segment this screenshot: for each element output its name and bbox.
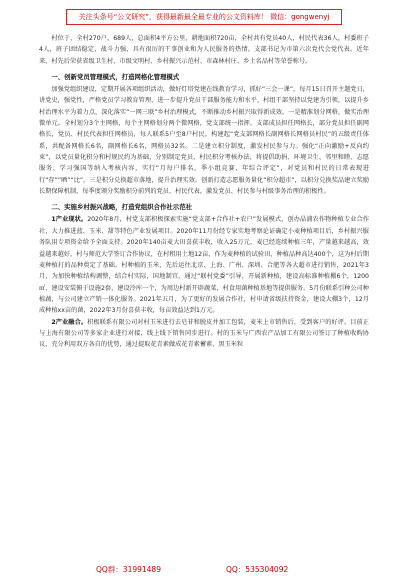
header-promo-banner: 关注头条号“公文研究”，获得最新最全最专业的公文资料库！ 微信：gongwenyj	[66, 9, 342, 25]
industry-integration-paragraph	[39, 317, 369, 351]
footer-qq-group: QQ群：31991489	[96, 565, 161, 574]
section-1-paragraph: 加强党组织建设，定期开展各项组织活动，做好灯塔党建在线教育学习，抓好“三会一课”，每月15日召开主题党日，讲党史，强党性，严格党员学习教育管理，进一步提升党员干部服务能力和水平，村组干部坚持以党建为引领，以提升乡村治理水平为着力点，深化落实“一网三联”乡村治理模式，不断推动乡村振兴取得新成效。一是精准划分网格，做实治理微单元。全村划分3个主网格，每个主网格划分两个微网格，党支部统一指挥，支部成员担任网格长，部分党员担任副网格长，党员、村民代表担任网格员，每人联系5户至8户村民。构建起“党支部网格长副网格长网格员村民”的五级责任体系，共配备网格长6名，副网格长6名，网格员32名。二是建立积分制度，激发村民参与力。强化“正向激励+反向约束”，以党员量化积分和村规民约为基础，分别制定党员、村民积分考核办法，将提倡助捐、环境卫生、邻里和睦、志愿服务、学习强国等纳入考核内容，实行“月每户排名，季小组竞赛，年综合评定”，对党员和村民的日常表现进行“存”“晒”“比”。三是积分兑换超市落地，提升治理实效。创新打造志愿服务量化“积分超市”，以积分兑换奖品建立奖励长期保障机制，每季度颁分奖励积分前列的党员、村民代表，激发党员、村民参与村级事务治理的积极性。	[39, 86, 369, 196]
document-body	[39, 33, 369, 351]
industry-status-text: 2020年8月，村党支部积极探索实施“党支部+合作社+农户”发展模式，创办晶浦农作物种植专业合作社，大力推进蓝、玉米、甜等特色产业发展项目。2020年11月份经专家实地考察论证确定小麦种植项目后，乡村振兴服务队用专项资金给予全面支持。2020年140亩麦大田喜获丰收，收入25万元，麦已经连续种植三年，产量越来越高，效益越来越好，村与师范大学签订合作协议，在村租用土地12亩，作为麦种植的试验田，种植品种高达400个，这为村后期麦种植打的品种奠定了基础。村种植的玉米，先后运往北京、上海、广州、深圳、合肥等各大超市进行销售，2021年3月，为加快种植结构调整，结合村实际，国地制宜，通过“联村党委”引导，开展新种植，建设高标准种植棚6个，1200㎡，建设安装俯于设施2套，建设冷库一个，为周边村新开辟蔬菜，村食用菌种植基地等提供服务。5月份联系引种公司种植蔬，与公司建立产销一体化服务。2021年五月，为了更好的发展合作社，村申请省级扶持资金，建设大棚3个，12月成种植xx亩的菌，2022年3月份喜获丰收，每亩效益达到1万元。	[39, 216, 369, 315]
footer-contact	[0, 563, 408, 577]
intro-paragraph: 村位于，全村270户，689人，总面积4平方公里，耕地面积720亩，全村共有党员40人，村民代表36人，村委班子4人，班子团结稳定，战斗力强，具有很厉的干事创业和为人民服务的热情。支部书记为市第六次党代会党代表。近年来，村先后荣获省级卫生村、市级文明村、乡村振兴示范村、市森林村庄、乡土名品村等荣誉称号。	[39, 35, 369, 65]
industry-integration-text: 积极联系有限公司对村玉米进行去皂苷和脱皮并加工包装，麦米上市销售后，受到客户的好评。目前正与上海有限公司等多家企业进行对接，线上线下销售同步进行。村的玉米与广西农产品加工有限公司签订了种植收购协议，充分利用双方各自的优势，通过提取花青素做成花青素蓄素、黑玉米粒	[39, 318, 369, 349]
section-1-heading: 一、创新党员管理模式，打造网格化管理模式	[51, 73, 180, 82]
industry-status-paragraph	[39, 214, 369, 316]
footer-qq-number: QQ：535304092	[226, 565, 289, 574]
industry-integration-lead: 2产业融合。	[51, 318, 88, 326]
industry-status-lead: 1产业现状。	[51, 216, 88, 224]
section-2-heading: 二、实施乡村振兴战略，打造党组织合作社示范社	[51, 203, 192, 212]
